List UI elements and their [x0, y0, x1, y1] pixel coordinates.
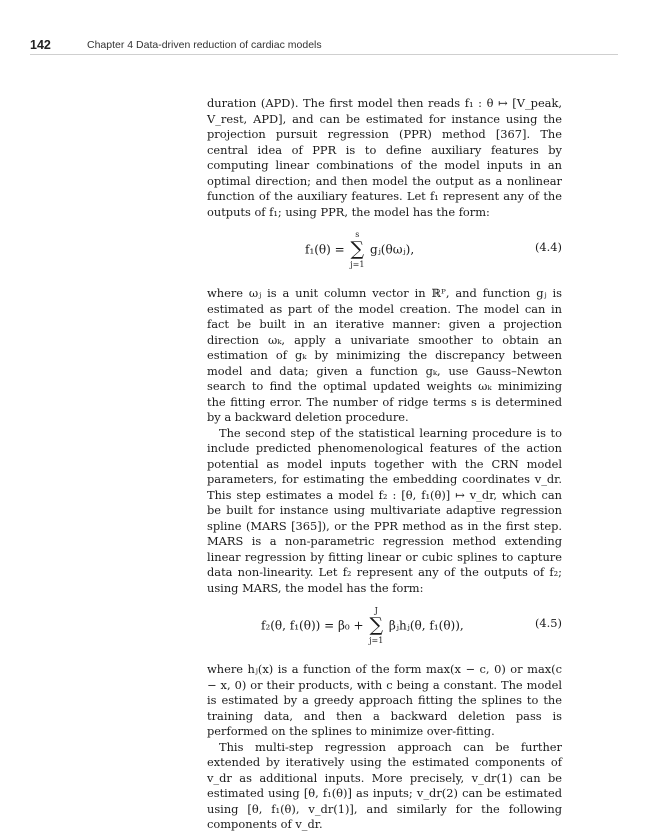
equation-lhs: f₁(θ) =	[305, 242, 345, 257]
paragraph: duration (APD). The first model then reads f₁ : θ ↦ [V_peak, V_rest, APD], and can be estimated for instance using the projection pursuit regression (PPR) method [367]. The central idea of PPR is to define auxiliary features by computing linear combinations of the model inputs in an optimal direction; and then model the output as a nonlinear function of the auxiliary features. Let f₁ represent any of the outputs of f₁; using PPR, the model has the form:	[207, 96, 562, 219]
equation-rhs: gⱼ(θωⱼ),	[369, 242, 415, 257]
equation-4-4	[207, 220, 562, 286]
running-header	[30, 38, 618, 55]
summation-symbol: J ∑ j=1	[369, 606, 384, 645]
equation-4-5	[207, 596, 562, 662]
page-number: 142	[30, 38, 51, 52]
equation-number: (4.5)	[534, 616, 562, 630]
equation-rhs: βⱼhⱼ(θ, f₁(θ)),	[388, 618, 464, 633]
chapter-title: Chapter 4 Data-driven reduction of cardiac models	[87, 39, 322, 51]
paragraph: The second step of the statistical learning procedure is to include predicted phenomenological features of the action potential as model inputs together with the CRN model parameters, for estimating the embedding coordinates v_dr. This step estimates a model f₂ : [θ, f₁(θ)] ↦ v_dr, which can be built for instance using multivariate adaptive regression spline (MARS [365]), or the PPR method as in the first step. MARS is a non-parametric regression method extending linear regression by fitting linear or cubic splines to capture data non-linearity. Let f₂ represent any of the outputs of f₂; using MARS, the model has the form:	[207, 425, 562, 595]
body-text	[207, 96, 562, 833]
paragraph: This multi-step regression approach can be further extended by iteratively using the estimated components of v_dr as additional inputs. More precisely, v_dr(1) can be estimated using [θ, f₁(θ)] as inputs; v_dr(2) can be estimated using [θ, f₁(θ), v_dr(1)], and similarly for the following components of v_dr.	[207, 739, 562, 831]
summation-symbol: s ∑ j=1	[350, 230, 365, 269]
paragraph: where ωⱼ is a unit column vector in ℝᴾ, and function gⱼ is estimated as part of the model creation. The model can in fact be built in an iterative manner: given a projection direction ωₖ, apply a univariate smoother to obtain an estimation of gₖ by minimizing the discrepancy between model and data; given a function gₖ, use Gauss–Newton search to find the optimal updated weights ωₖ minimizing the fitting error. The number of ridge terms s is determined by a backward deletion procedure.	[207, 286, 562, 424]
paragraph: where hⱼ(x) is a function of the form max(x − c, 0) or max(c − x, 0) or their products, with c being a constant. The model is estimated by a greedy approach fitting the splines to the training data, and then a backward deletion pass is performed on the splines to minimize over-fitting.	[207, 662, 562, 738]
equation-number: (4.4)	[534, 240, 562, 254]
equation-lhs: f₂(θ, f₁(θ)) = β₀ +	[261, 618, 364, 633]
